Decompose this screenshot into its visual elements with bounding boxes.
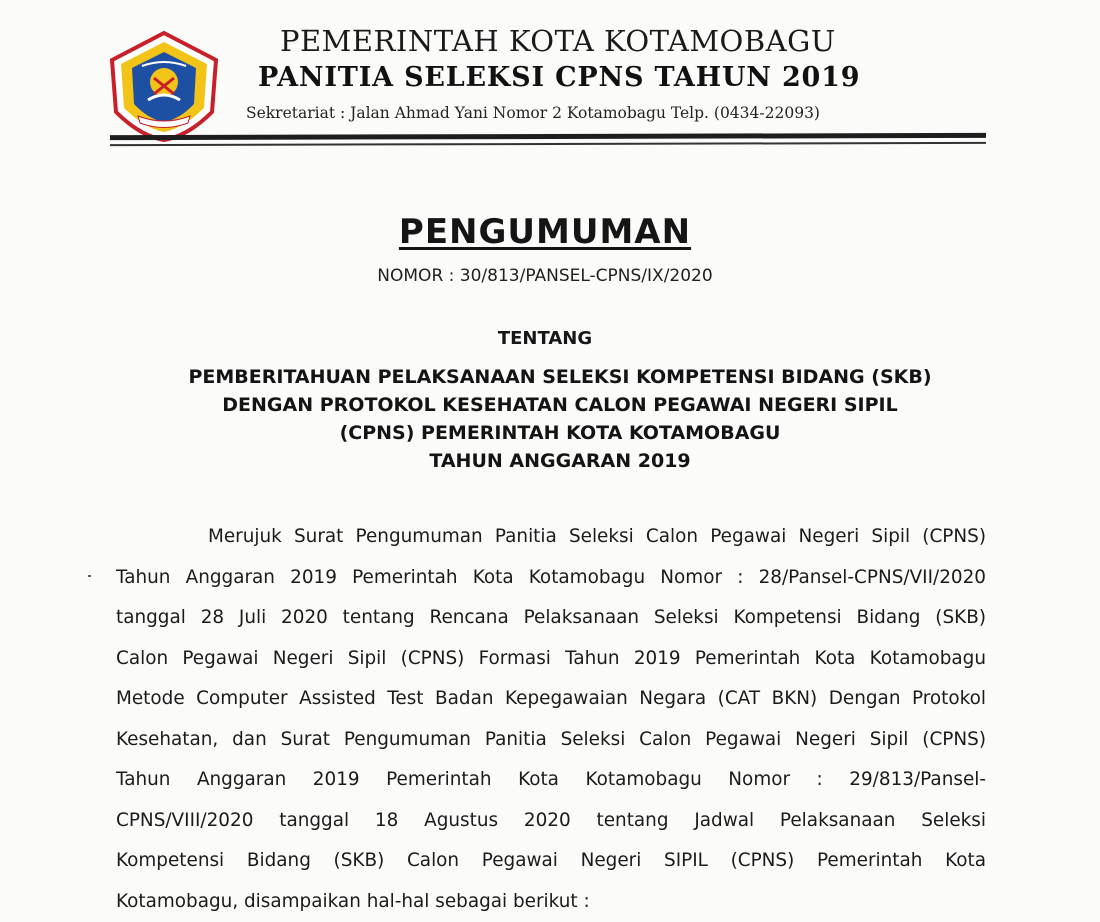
letterhead-address: Sekretariat : Jalan Ahmad Yani Nomor 2 Kotamobagu Telp. (0434-22093) xyxy=(246,104,926,122)
paragraph-line: Metode Computer Assisted Test Badan Kepegawaian Negara (CAT BKN) Dengan Protokol xyxy=(116,679,986,720)
scan-speck xyxy=(88,575,91,577)
kotamobagu-coat-of-arms-icon xyxy=(108,30,220,142)
paragraph-line: Calon Pegawai Negeri Sipil (CPNS) Formasi Tahun 2019 Pemerintah Kota Kotamobagu xyxy=(116,639,986,680)
paragraph-line: Kesehatan, dan Surat Pengumuman Panitia Seleksi Calon Pegawai Negeri Sipil (CPNS) xyxy=(116,720,986,761)
paragraph-line: Tahun Anggaran 2019 Pemerintah Kota Kotamobagu Nomor : 29/813/Pansel- xyxy=(116,760,986,801)
letterhead-divider-thin xyxy=(110,142,986,146)
about-label: TENTANG xyxy=(0,328,1090,349)
body-paragraph xyxy=(116,517,986,922)
subject-line: PEMBERITAHUAN PELAKSANAAN SELEKSI KOMPETENSI BIDANG (SKB) xyxy=(100,363,1020,391)
announcement-subject xyxy=(100,363,1020,475)
letterhead-divider-thick xyxy=(110,133,986,140)
paragraph-line: Tahun Anggaran 2019 Pemerintah Kota Kotamobagu Nomor : 28/Pansel-CPNS/VII/2020 xyxy=(116,558,986,599)
letterhead-committee-name: PANITIA SELEKSI CPNS TAHUN 2019 xyxy=(258,62,918,93)
paragraph-line: tanggal 28 Juli 2020 tentang Rencana Pelaksanaan Seleksi Kompetensi Bidang (SKB) xyxy=(116,598,986,639)
paragraph-line: Merujuk Surat Pengumuman Panitia Seleksi Calon Pegawai Negeri Sipil (CPNS) xyxy=(116,517,986,558)
paragraph-line: Kotamobagu, disampaikan hal-hal sebagai berikut : xyxy=(116,882,986,922)
subject-line: DENGAN PROTOKOL KESEHATAN CALON PEGAWAI NEGERI SIPIL xyxy=(100,391,1020,419)
subject-line: TAHUN ANGGARAN 2019 xyxy=(100,447,1020,475)
paragraph-line: Kompetensi Bidang (SKB) Calon Pegawai Negeri SIPIL (CPNS) Pemerintah Kota xyxy=(116,841,986,882)
subject-line: (CPNS) PEMERINTAH KOTA KOTAMOBAGU xyxy=(100,419,1020,447)
announcement-title-text: PENGUMUMAN xyxy=(399,212,691,252)
announcement-title xyxy=(0,212,1090,252)
letterhead-government-name: PEMERINTAH KOTA KOTAMOBAGU xyxy=(280,24,900,58)
announcement-number: NOMOR : 30/813/PANSEL-CPNS/IX/2020 xyxy=(0,266,1090,286)
paragraph-line: CPNS/VIII/2020 tanggal 18 Agustus 2020 tentang Jadwal Pelaksanaan Seleksi xyxy=(116,801,986,842)
